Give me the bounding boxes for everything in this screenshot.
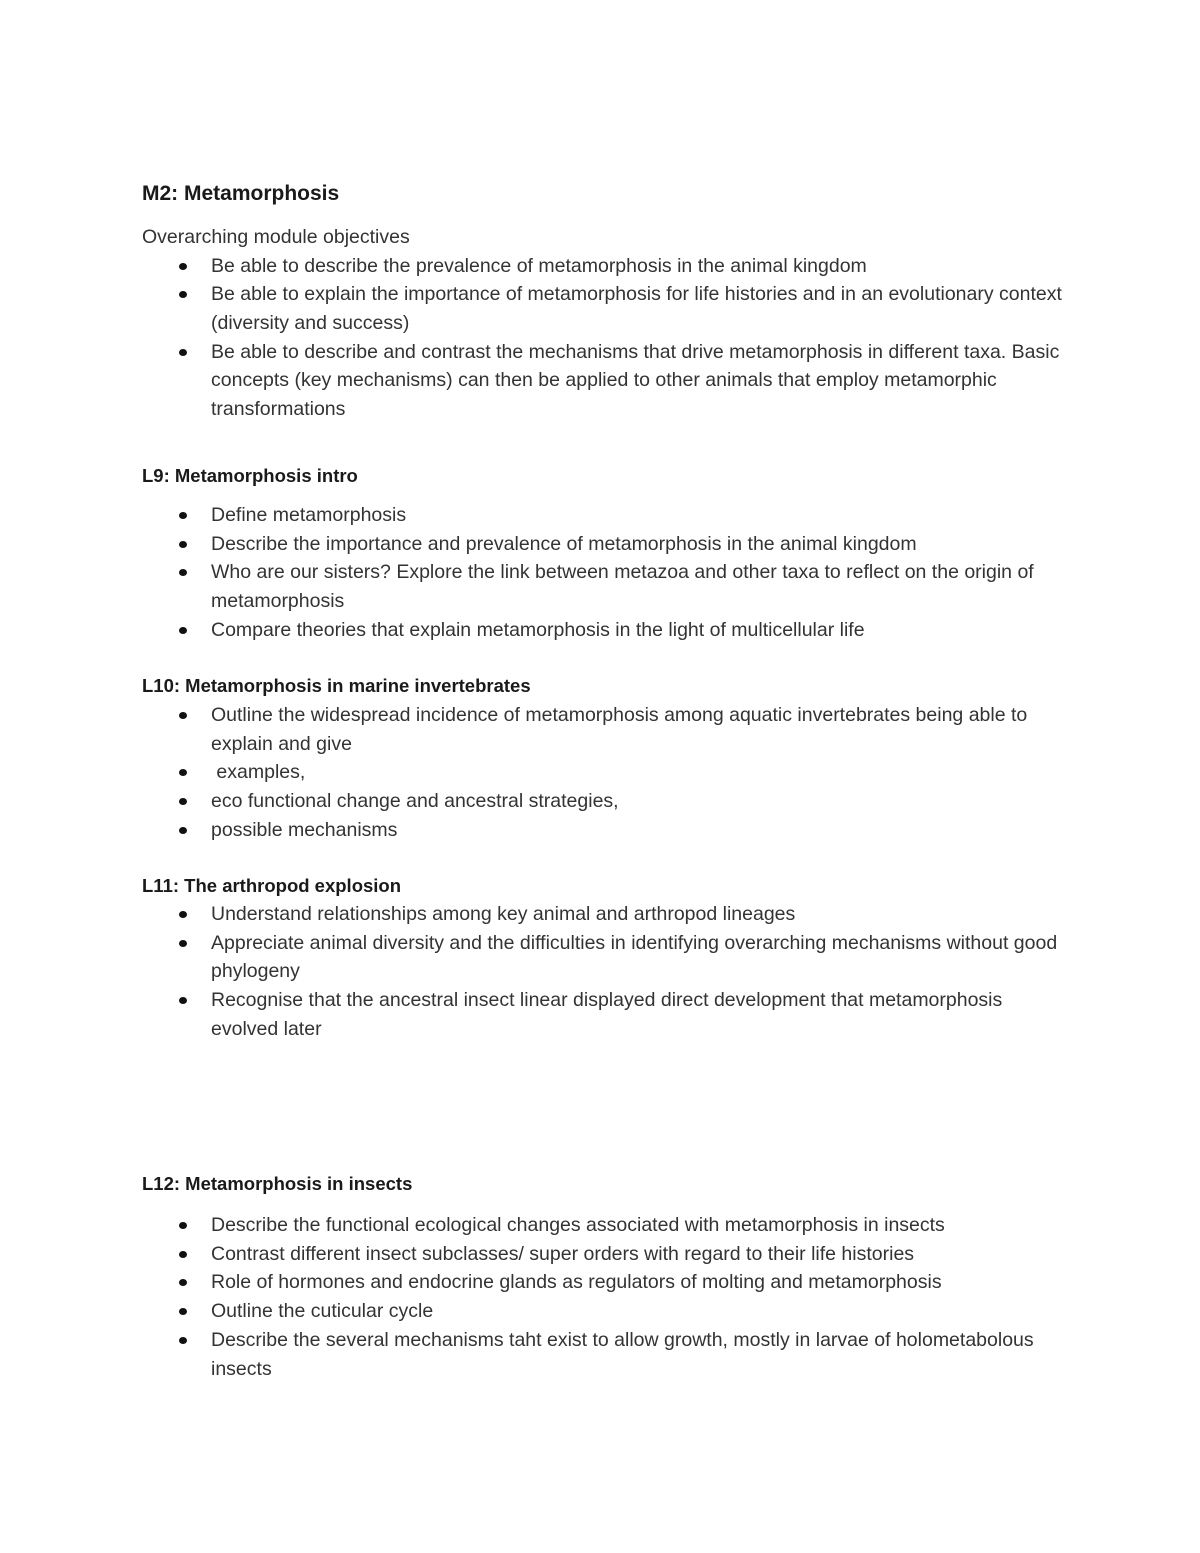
list-item-text: Be able to explain the importance of metamorphosis for life histories and in an evolutionary context (diversity and success) — [211, 283, 1062, 334]
bullet-icon — [179, 911, 187, 918]
list-item — [142, 900, 1062, 929]
list-item-text: Who are our sisters? Explore the link between metazoa and other taxa to reflect on the origin of metamorphosis — [211, 561, 1034, 613]
list-item-text: Define metamorphosis — [211, 504, 407, 526]
section-list — [142, 701, 1062, 845]
list-item — [142, 1240, 1062, 1269]
list-item-text: examples, — [211, 761, 306, 784]
bullet-icon — [179, 291, 187, 298]
section-heading: L12: Metamorphosis in insects — [142, 1173, 413, 1194]
bullet-icon — [179, 798, 187, 805]
lecture-section-l11 — [142, 873, 1062, 1044]
list-item-text: Appreciate animal diversity and the difficulties in identifying overarching mechanisms without good phylogeny — [211, 931, 1058, 983]
list-item-text: Describe the functional ecological changes associated with metamorphosis in insects — [211, 1214, 945, 1236]
lecture-section-l12 — [142, 1171, 1062, 1383]
section-list — [142, 501, 1062, 645]
list-item — [142, 280, 1062, 337]
list-item-text: Role of hormones and endocrine glands as regulators of molting and metamorphosis — [211, 1271, 942, 1294]
bullet-icon — [179, 769, 187, 776]
section-heading: L11: The arthropod explosion — [142, 875, 402, 896]
section-list — [142, 900, 1062, 1044]
bullet-icon — [179, 940, 187, 947]
list-item — [142, 816, 1062, 845]
list-item — [142, 758, 1062, 787]
list-item-text: eco functional change and ancestral strategies, — [211, 790, 619, 813]
bullet-icon — [179, 263, 187, 270]
list-item — [142, 530, 1062, 559]
bullet-icon — [179, 1251, 187, 1258]
list-item-text: Recognise that the ancestral insect linear displayed direct development that metamorphosis evolved later — [211, 989, 1003, 1040]
list-item — [142, 252, 1062, 281]
list-item-text: Outline the cuticular cycle — [211, 1300, 434, 1323]
list-item — [142, 701, 1062, 758]
bullet-icon — [179, 569, 187, 576]
list-item-text: Contrast different insect subclasses/ super orders with regard to their life histories — [211, 1242, 915, 1265]
list-item-text: Compare theories that explain metamorphosis in the light of multicellular life — [211, 618, 865, 641]
bullet-icon — [179, 627, 187, 634]
lecture-section-l10 — [142, 673, 1062, 845]
list-item — [142, 1268, 1062, 1297]
bullet-icon — [179, 349, 187, 356]
section-heading: L10: Metamorphosis in marine invertebrates — [142, 675, 531, 696]
list-item — [142, 558, 1062, 615]
list-item-text: Outline the widespread incidence of metamorphosis among aquatic invertebrates being able to explain and give — [211, 704, 1028, 755]
list-item — [142, 1297, 1062, 1326]
list-item-text: Describe the importance and prevalence of metamorphosis in the animal kingdom — [211, 532, 917, 555]
bullet-icon — [179, 1279, 187, 1286]
section-heading: L9: Metamorphosis intro — [142, 465, 358, 486]
bullet-icon — [179, 1337, 187, 1344]
list-item — [142, 616, 1062, 645]
list-item-text: possible mechanisms — [211, 818, 398, 841]
list-item-text: Be able to describe the prevalence of metamorphosis in the animal kingdom — [211, 254, 867, 277]
list-item-text: Understand relationships among key animal and arthropod lineages — [211, 903, 796, 925]
bullet-icon — [179, 1222, 187, 1229]
list-item — [142, 1326, 1062, 1383]
bullet-icon — [179, 1308, 187, 1315]
list-item-text: Be able to describe and contrast the mechanisms that drive metamorphosis in different taxa. Basic concepts (key mechanisms) can then be applied to other animals that employ metamorphic transformations — [211, 340, 1060, 421]
module-section — [142, 180, 1062, 424]
page-title: M2: Metamorphosis — [142, 182, 340, 205]
objectives-list — [142, 252, 1062, 424]
bullet-icon — [179, 827, 187, 834]
list-item — [142, 1211, 1062, 1240]
bullet-icon — [179, 512, 187, 519]
list-item — [142, 787, 1062, 816]
bullet-icon — [179, 997, 187, 1004]
bullet-icon — [179, 712, 187, 719]
objectives-intro: Overarching module objectives — [142, 226, 410, 248]
list-item — [142, 986, 1062, 1043]
list-item-text: Describe the several mechanisms taht exist to allow growth, mostly in larvae of holometabolous insects — [211, 1328, 1034, 1380]
section-list — [142, 1211, 1062, 1383]
list-item — [142, 501, 1062, 530]
list-item — [142, 338, 1062, 424]
list-item — [142, 929, 1062, 986]
lecture-section-l9 — [142, 463, 1062, 645]
bullet-icon — [179, 541, 187, 548]
